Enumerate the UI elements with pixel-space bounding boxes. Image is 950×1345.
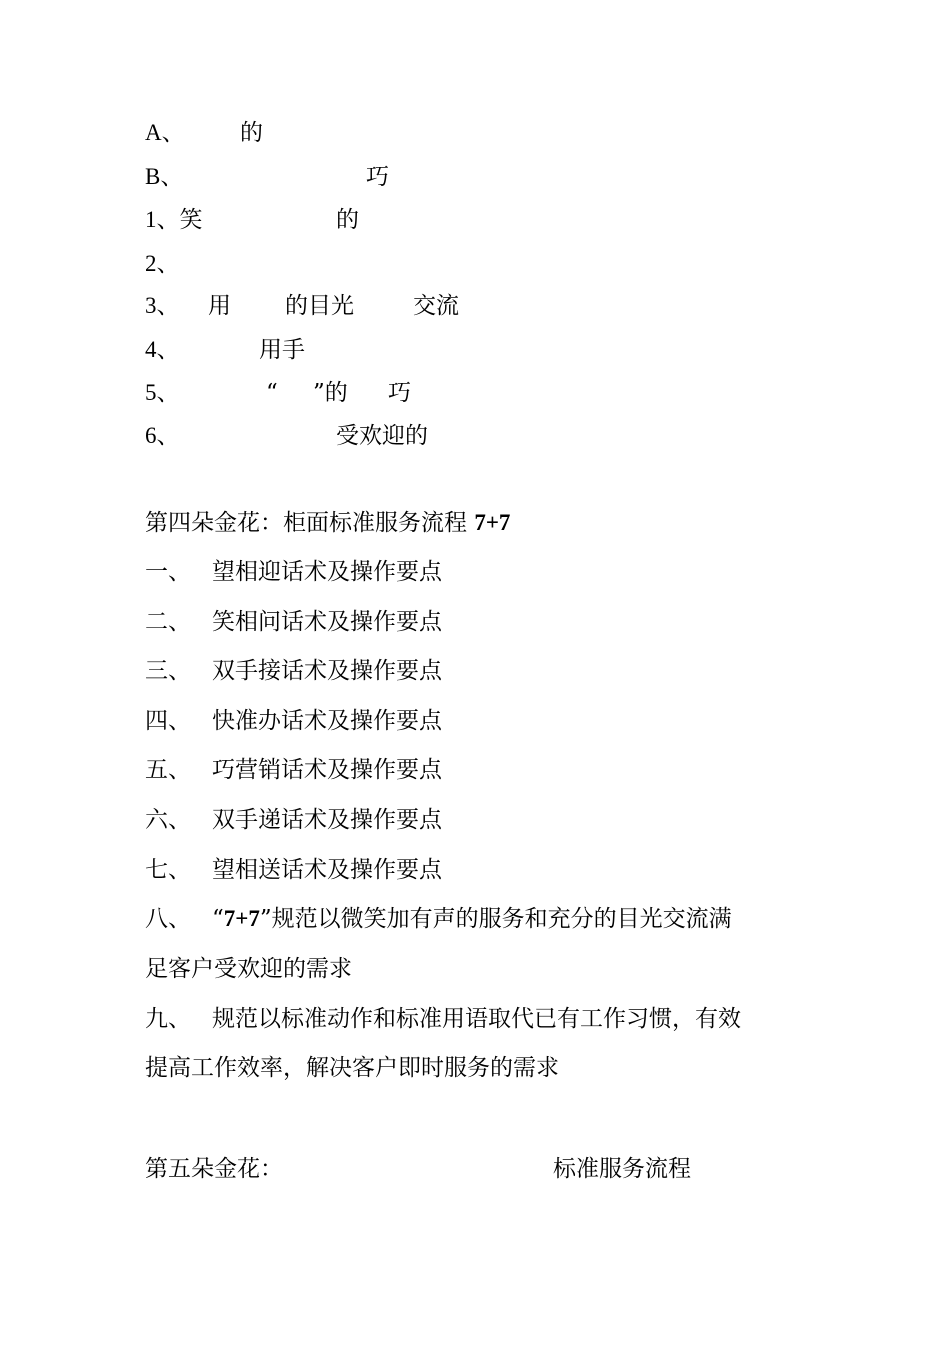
list-text: 巧 [366, 164, 389, 190]
heading-text: 标准服务流程 [553, 1156, 691, 1182]
item-number: 七、 [145, 857, 191, 883]
list-text: 的目光 [285, 293, 354, 319]
section-heading-5 [0, 1154, 691, 1274]
list-text: 交流 [413, 293, 459, 319]
quote-open: “ [212, 906, 224, 932]
list-label: A、 [145, 120, 185, 145]
item-text-group [212, 904, 732, 934]
item-number: 六、 [145, 807, 191, 833]
list-label: 3、 [145, 293, 180, 318]
list-label: B、 [145, 164, 184, 189]
item-text: 规范以标准动作和标准用语取代已有工作习惯，有效 [212, 1006, 741, 1032]
item-text: 提高工作效率，解决客户即时服务的需求 [145, 1055, 559, 1081]
item-text: 双手接话术及操作要点 [212, 658, 442, 684]
list-text: “ [266, 380, 278, 406]
item-text: 快准办话术及操作要点 [212, 708, 442, 734]
list-label: 4、 [145, 337, 180, 362]
item-bold: 7+7 [223, 906, 260, 931]
item-text: 望相迎话术及操作要点 [212, 559, 442, 585]
list-item-9-cont [0, 1053, 559, 1143]
heading-label: 第五朵金花： [145, 1156, 283, 1182]
item-number: 一、 [145, 559, 191, 585]
list-label: 6、 [145, 423, 180, 448]
heading-text-group [145, 508, 510, 538]
item-text: 巧营销话术及操作要点 [212, 757, 442, 783]
list-label: 1、笑 [145, 207, 203, 232]
item-number: 四、 [145, 708, 191, 734]
list-label: 2、 [145, 251, 180, 276]
item-number: 九、 [145, 1006, 191, 1032]
item-number: 二、 [145, 609, 191, 635]
item-text: 双手递话术及操作要点 [212, 807, 442, 833]
item-number: 五、 [145, 757, 191, 783]
list-text: ”的 [313, 380, 348, 406]
list-text: 用 [208, 293, 231, 319]
item-text: ”规范以微笑加有声的服务和充分的目光交流满 [259, 906, 732, 932]
item-number: 八、 [145, 906, 191, 932]
item-text: 足客户受欢迎的需求 [145, 956, 352, 982]
item-number: 三、 [145, 658, 191, 684]
item-text: 笑相问话术及操作要点 [212, 609, 442, 635]
list-text: 的 [240, 120, 263, 146]
list-text: 用手 [259, 337, 305, 363]
list-text: 受欢迎的 [336, 423, 428, 449]
heading-bold: 7+7 [474, 510, 511, 535]
list-text: 的 [336, 207, 359, 233]
list-label: 5、 [145, 380, 180, 405]
list-text: 巧 [388, 380, 411, 406]
item-text: 望相送话术及操作要点 [212, 857, 442, 883]
heading-text: 第四朵金花：柜面标准服务流程 [145, 510, 475, 536]
